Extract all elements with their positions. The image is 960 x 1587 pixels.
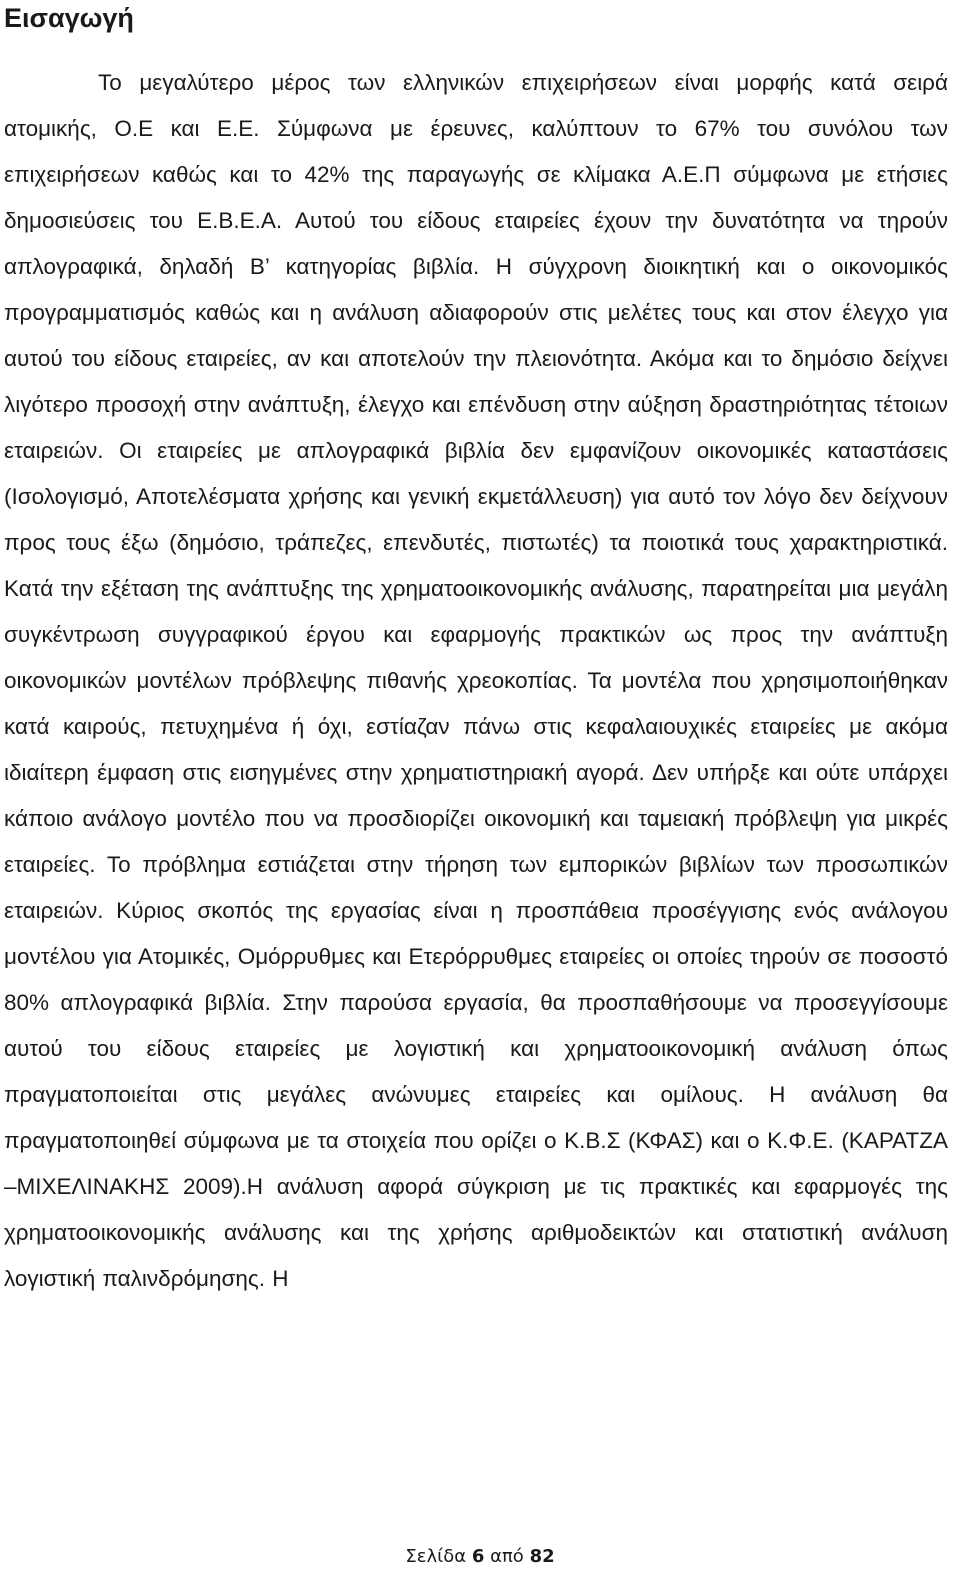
footer-total-pages: 82 <box>529 1546 555 1567</box>
body-paragraph: Το μεγαλύτερο μέρος των ελληνικών επιχειρήσεων είναι μορφής κατά σειρά ατομικής, Ο.Ε και Ε.Ε. Σύμφωνα με έρευνες, καλύπτουν το 67% του συνόλου των επιχειρήσεων καθώς και το 42% της παραγωγής σε κλίμακα Α.Ε.Π σύμφωνα με ετήσιες δημοσιεύσεις του Ε.Β.Ε.Α. Αυτού του είδους εταιρείες έχουν την δυνατότητα να τηρούν απλογραφικά, δηλαδή Β’ κατηγορίας βιβλία. Η σύγχρονη διοικητική και ο οικονομικός προγραμματισμός καθώς και η ανάλυση αδιαφορούν στις μελέτες τους και στον έλεγχο για αυτού του είδους εταιρείες, αν και αποτελούν την πλειονότητα. Ακόμα και το δημόσιο δείχνει λιγότερο προσοχή στην ανάπτυξη, έλεγχο και επένδυση στην αύξηση δραστηριότητας τέτοιων εταιρειών. Οι εταιρείες με απλογραφικά βιβλία δεν εμφανίζουν οικονομικές καταστάσεις (Ισολογισμό, Αποτελέσματα χρήσης και γενική εκμετάλλευση) για αυτό τον λόγο δεν δείχνουν προς τους έξω (δημόσιο, τράπεζες, επενδυτές, πιστωτές) τα ποιοτικά τους χαρακτηριστικά. Κατά την εξέταση της ανάπτυξης της χρηματοοικονομικής ανάλυσης, παρατηρείται μια μεγάλη συγκέντρωση συγγραφικού έργου και εφαρμογής πρακτικών ως προς την ανάπτυξη οικονομικών μοντέλων πρόβλεψης πιθανής χρεοκοπίας. Τα μοντέλα που χρησιμοποιήθηκαν κατά καιρούς, πετυχημένα ή όχι, εστίαζαν πάνω στις κεφαλαιουχικές εταιρείες με ακόμα ιδιαίτερη έμφαση στις εισηγμένες στην χρηματιστηριακή αγορά. Δεν υπήρξε και ούτε υπάρχει κάποιο ανάλογο μοντέλο που να προσδιορίζει οικονομική και ταμειακή πρόβλεψη για μικρές εταιρείες. Το πρόβλημα εστιάζεται στην τήρηση των εμπορικών βιβλίων των προσωπικών εταιρειών. Κύριος σκοπός της εργασίας είναι η προσπάθεια προσέγγισης ενός ανάλογου μοντέλου για Ατομικές, Ομόρρυθμες και Ετερόρρυθμες εταιρείες οι οποίες τηρούν σε ποσοστό 80% απλογραφικά βιβλία. Στην παρούσα εργασία, θα προσπαθήσουμε να προσεγγίσουμε αυτού του είδους εταιρείες με λογιστική και χρηματοοικονομική ανάλυση όπως πραγματοποιείται στις μεγάλες ανώνυμες εταιρείες και ομίλους. Η ανάλυση θα πραγματοποιηθεί σύμφωνα με τα στοιχεία που ορίζει ο Κ.Β.Σ (ΚΦΑΣ) και ο Κ.Φ.Ε. (ΚΑΡΑΤΖΑ –ΜΙΧΕΛΙΝΑΚΗΣ 2009).Η ανάλυση αφορά σύγκριση με τις πρακτικές και εφαρμογές της χρηματοοικονομικής ανάλυσης και της χρήσης αριθμοδεικτών και στατιστική ανάλυση λογιστική παλινδρόμησης. Η <box>4 70 948 1291</box>
page-footer <box>0 1544 960 1570</box>
footer-page-number: 6 <box>471 1546 485 1567</box>
footer-of-label: από <box>490 1546 524 1567</box>
footer-page-label: Σελίδα <box>405 1546 467 1567</box>
page-title: Εισαγωγή <box>4 3 134 33</box>
